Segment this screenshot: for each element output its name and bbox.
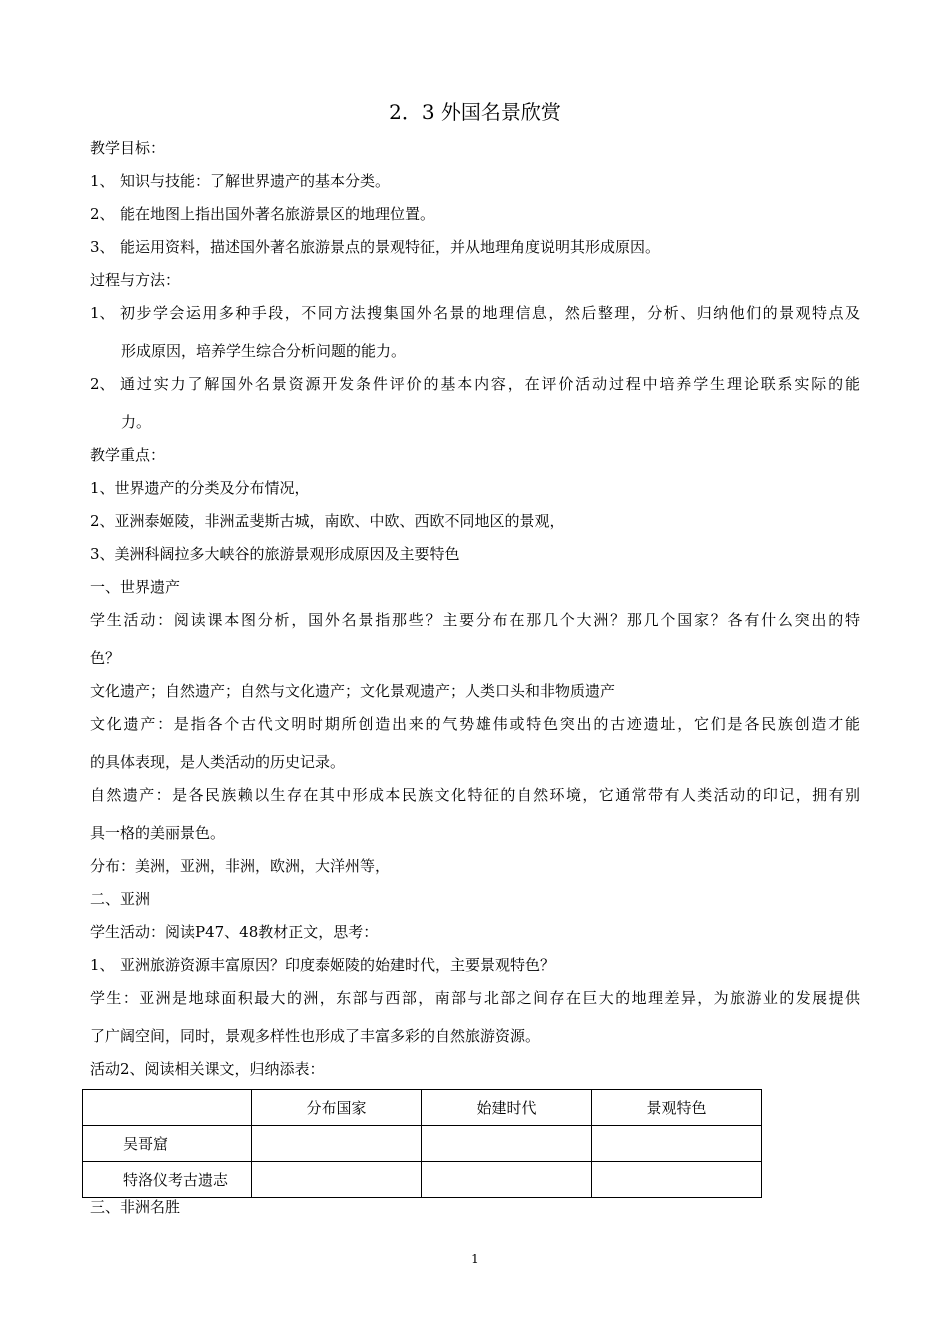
table-row-label: 特洛仪考古遗志 [83,1162,252,1198]
key-point-2: 2、亚洲泰姬陵，非洲孟斐斯古城，南欧、中欧、西欧不同地区的景观， [90,512,565,530]
table-row-label: 吴哥窟 [83,1126,252,1162]
table-cell[interactable] [592,1162,762,1198]
objective-text: 知识与技能：了解世界遗产的基本分类。 [120,172,391,190]
table-header-cell [83,1090,252,1126]
objective-text: 能在地图上指出国外著名旅游景区的地理位置。 [120,205,436,223]
objectives-heading: 教学目标： [90,139,166,157]
process-number: 2、 [90,375,115,393]
table-header-row [83,1090,762,1126]
distribution-text: 分布：美洲，亚洲，非洲，欧洲，大洋州等， [90,857,391,875]
table-cell[interactable] [422,1162,592,1198]
objective-number: 2、 [90,205,115,223]
objective-number: 3、 [90,238,115,256]
key-point-1: 1、世界遗产的分类及分布情况， [90,479,310,497]
process-heading: 过程与方法： [90,271,181,289]
table-cell[interactable] [422,1126,592,1162]
process-number: 1、 [90,304,115,322]
table-header-cell: 景观特色 [592,1090,762,1126]
objective-item-3 [90,237,860,257]
fill-in-table [82,1089,762,1198]
section-heading-world-heritage: 一、世界遗产 [90,578,181,596]
asia-activity: 学生活动：阅读P47、48教材正文，思考： [90,923,379,941]
process-text: 初步学会运用多种手段，不同方法搜集国外名景的地理信息，然后整理，分析、归纳他们的景观特点及 [120,304,860,322]
key-point-3: 3、美洲科阔拉多大峡谷的旅游景观形成原因及主要特色 [90,545,460,563]
table-cell[interactable] [592,1126,762,1162]
natural-heritage-line-1: 自然遗产：是各民族赖以生存在其中形成本民族文化特征的自然环境，它通常带有人类活动的印记，拥有别 [90,786,860,804]
page-title: 2．3 外国名景欣赏 [389,100,561,124]
asia-answer-line-2: 了广阔空间，同时，景观多样性也形成了丰富多彩的自然旅游资源。 [90,1027,541,1045]
key-points-heading: 教学重点： [90,446,166,464]
student-activity-line-1: 学生活动：阅读课本图分析，国外名景指那些？主要分布在那几个大洲？那几个国家？各有什么突出的特 [90,611,860,629]
natural-heritage-line-2: 具一格的美丽景色。 [90,824,226,842]
process-item-2-continuation: 力。 [121,413,152,431]
section-heading-asia: 二、亚洲 [90,890,151,908]
heritage-types: 文化遗产；自然遗产；自然与文化遗产；文化景观遗产；人类口头和非物质遗产 [90,682,616,700]
asia-answer-line-1: 学生：亚洲是地球面积最大的洲，东部与西部，南部与北部之间存在巨大的地理差异，为旅游业的发展提供 [90,989,860,1007]
objective-number: 1、 [90,172,115,190]
asia-question [90,955,860,975]
question-text: 亚洲旅游资源丰富原因？印度泰姬陵的始建时代，主要景观特色？ [120,956,556,974]
objective-item-2 [90,204,860,224]
cultural-heritage-line-1: 文化遗产：是指各个古代文明时期所创造出来的气势雄伟或特色突出的古迹遗址，它们是各民族创造才能 [90,715,860,733]
activity-2-instruction: 活动2、阅读相关课文，归纳添表： [90,1060,325,1078]
process-item-2 [90,374,860,394]
table-row [83,1126,762,1162]
student-activity-line-2: 色？ [90,649,121,667]
process-item-1-continuation: 形成原因，培养学生综合分析问题的能力。 [121,342,407,360]
table-header-cell: 分布国家 [252,1090,422,1126]
table-header-cell: 始建时代 [422,1090,592,1126]
objective-text: 能运用资料，描述国外著名旅游景点的景观特征，并从地理角度说明其形成原因。 [120,238,661,256]
section-heading-africa: 三、非洲名胜 [90,1198,181,1216]
objective-item-1 [90,171,860,191]
table-cell[interactable] [252,1162,422,1198]
question-number: 1、 [90,956,115,974]
table-row [83,1162,762,1198]
cultural-heritage-line-2: 的具体表现，是人类活动的历史记录。 [90,753,346,771]
process-item-1 [90,303,860,323]
process-text: 通过实力了解国外名景资源开发条件评价的基本内容，在评价活动过程中培养学生理论联系实际的能 [120,375,860,393]
page-number: 1 [471,1252,479,1266]
table-cell[interactable] [252,1126,422,1162]
